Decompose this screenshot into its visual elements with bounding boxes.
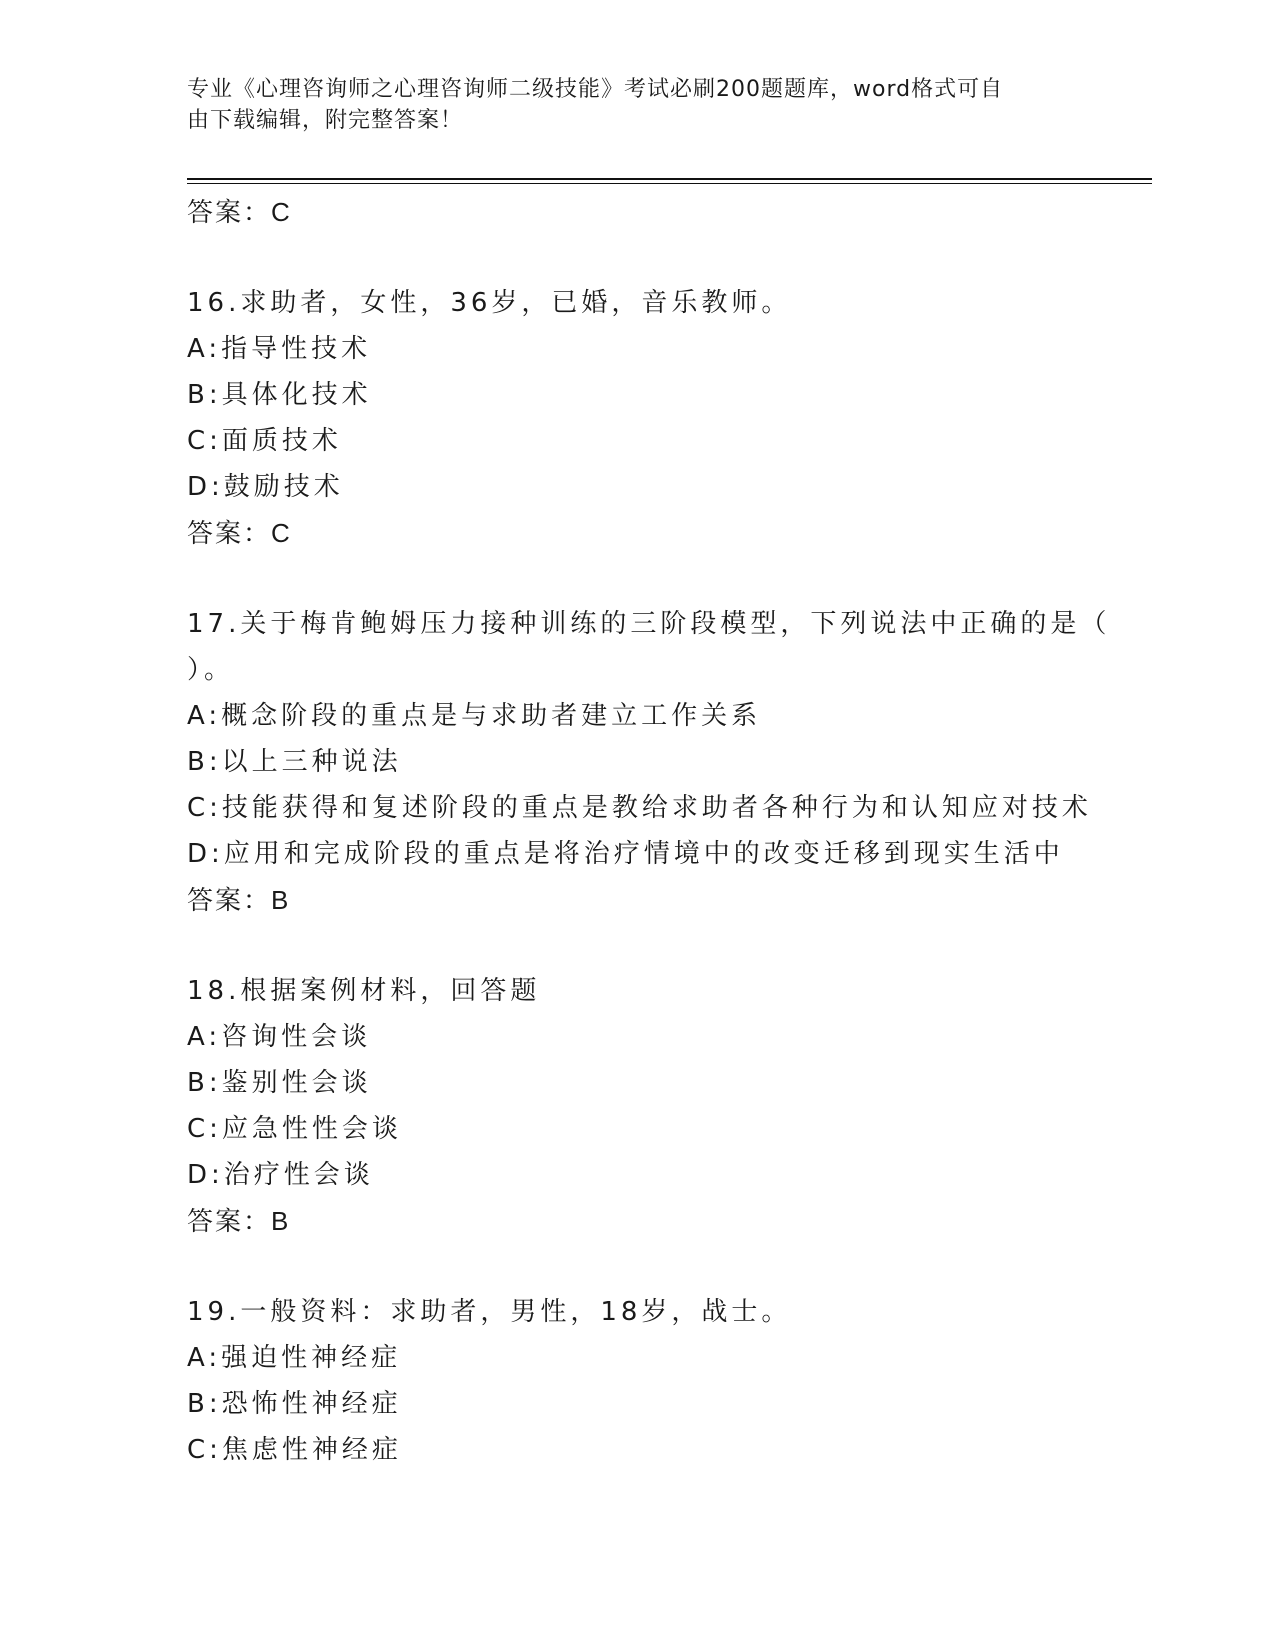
question-16 [187, 280, 1087, 556]
header-rule-thin [187, 183, 1152, 184]
question-stem: 16.求助者，女性，36岁，已婚，音乐教师。 [187, 288, 792, 318]
spacer [187, 556, 1087, 601]
header-rule-thick [187, 178, 1152, 180]
answer: 答案：B [187, 1206, 291, 1236]
option-c: C:面质技术 [187, 426, 342, 456]
option-b: B:恐怖性神经症 [187, 1389, 402, 1419]
header-line-1: 专业《心理咨询师之心理咨询师二级技能》考试必刷200题题库，word格式可自 [187, 77, 1004, 102]
question-stem-line-1: 17.关于梅肯鲍姆压力接种训练的三阶段模型，下列说法中正确的是（ [187, 609, 1111, 639]
header-line-2: 由下载编辑，附完整答案！ [187, 108, 464, 133]
question-stem-line-2: ）。 [187, 655, 235, 685]
option-c: C:应急性性会谈 [187, 1114, 402, 1144]
option-b: B:鉴别性会谈 [187, 1068, 372, 1098]
option-a: A:强迫性神经症 [187, 1343, 402, 1373]
spacer [187, 235, 1087, 280]
question-list [187, 189, 1111, 1473]
spacer [187, 923, 1087, 968]
option-b: B:具体化技术 [187, 380, 372, 410]
option-d: D:治疗性会谈 [187, 1160, 374, 1190]
option-d: D:应用和完成阶段的重点是将治疗情境中的改变迁移到现实生活中 [187, 839, 1064, 869]
question-stem: 19.一般资料：求助者，男性，18岁，战士。 [187, 1297, 792, 1327]
question-stem: 18.根据案例材料，回答题 [187, 976, 541, 1006]
answer: 答案：C [187, 518, 292, 548]
question-19 [187, 1289, 1087, 1473]
question-17 [187, 601, 1111, 923]
answer-prev: 答案：C [187, 197, 292, 227]
question-18 [187, 968, 1087, 1244]
answer: 答案：B [187, 885, 291, 915]
option-a: A:指导性技术 [187, 334, 372, 364]
option-d: D:鼓励技术 [187, 472, 344, 502]
option-c: C:技能获得和复述阶段的重点是教给求助者各种行为和认知应对技术 [187, 793, 1092, 823]
option-c: C:焦虑性神经症 [187, 1435, 402, 1465]
option-a: A:概念阶段的重点是与求助者建立工作关系 [187, 701, 762, 731]
option-a: A:咨询性会谈 [187, 1022, 372, 1052]
document-header [187, 74, 1067, 136]
spacer [187, 1244, 1087, 1289]
option-b: B:以上三种说法 [187, 747, 402, 777]
